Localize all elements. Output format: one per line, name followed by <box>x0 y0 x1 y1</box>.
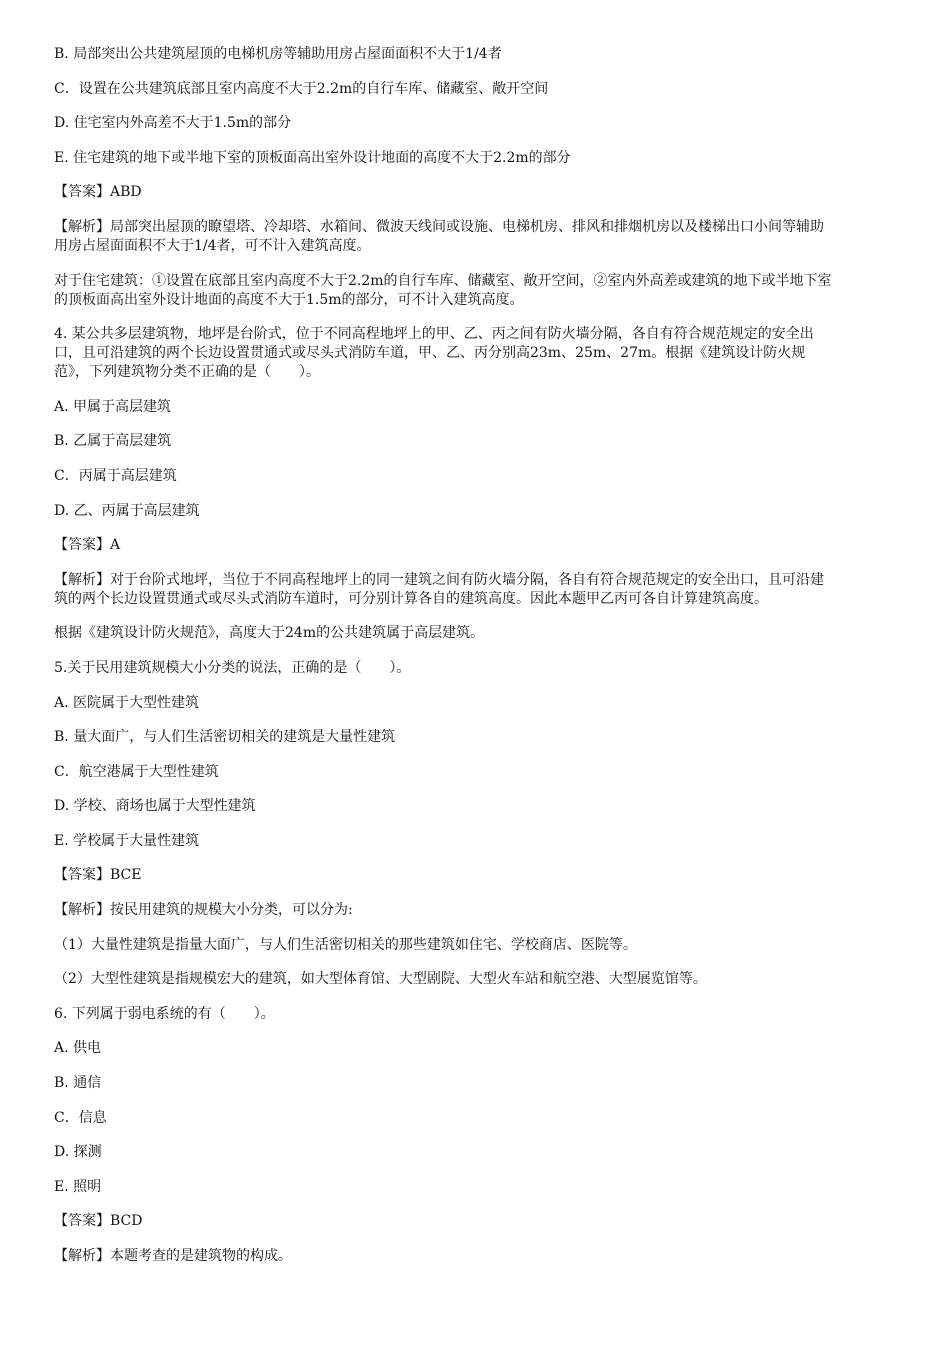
option-d-q4: D. 乙、丙属于高层建筑 <box>54 502 200 519</box>
explanation-q6: 【解析】本题考查的是建筑物的构成。 <box>54 1248 292 1264</box>
explanation-q3-para1-line2: 用房占屋面面积不大于1/4者，可不计入建筑高度。 <box>54 237 371 254</box>
explanation-q4-note: 根据《建筑设计防火规范》，高度大于24m的公共建筑属于高层建筑。 <box>54 625 485 642</box>
question-6: 6. 下列属于弱电系统的有（ ）。 <box>54 1005 275 1022</box>
explanation-q5: 【解析】按民用建筑的规模大小分类，可以分为: <box>54 902 353 919</box>
option-e-q5: E. 学校属于大量性建筑 <box>54 832 200 849</box>
option-d-q5: D. 学校、商场也属于大型性建筑 <box>54 798 256 815</box>
option-a-q4: A. 甲属于高层建筑 <box>54 398 172 415</box>
question-4-line3: 范》，下列建筑物分类不正确的是（ ）。 <box>54 364 320 381</box>
option-a-q6: A. 供电 <box>54 1040 102 1057</box>
explanation-q3-para1-line1: 【解析】局部突出屋顶的瞭望塔、冷却塔、水箱间、微波天线间或设施、电梯机房、排风和排烟机房以及楼梯出口小间等辅助 <box>54 218 824 235</box>
option-a-q5: A. 医院属于大型性建筑 <box>54 694 200 711</box>
answer-q4: 【答案】A <box>54 537 121 554</box>
option-c-q4: C．丙属于高层建筑 <box>54 467 177 484</box>
explanation-q3-para1 <box>54 218 904 256</box>
option-e-q6: E. 照明 <box>54 1178 102 1195</box>
explanation-q5-item1: （1）大量性建筑是指量大面广，与人们生活密切相关的那些建筑如住宅、学校商店、医院等。 <box>54 936 637 953</box>
document-page <box>54 45 904 1282</box>
option-c-q6: C．信息 <box>54 1109 107 1126</box>
option-c-q5: C．航空港属于大型性建筑 <box>54 763 219 780</box>
answer-q3: 【答案】ABD <box>54 184 142 201</box>
option-d-q6: D. 探测 <box>54 1144 102 1161</box>
answer-q5: 【答案】BCE <box>54 867 142 884</box>
explanation-q4-line1: 【解析】对于台阶式地坪，当位于不同高程地坪上的同一建筑之间有防火墙分隔，各自有符合规范规定的安全出口，且可沿建 <box>54 571 824 588</box>
explanation-q4 <box>54 571 904 609</box>
option-b-q3: B. 局部突出公共建筑屋顶的电梯机房等辅助用房占屋面面积不大于1/4者 <box>54 46 502 62</box>
option-c-q3: C．设置在公共建筑底部且室内高度不大于2.2m的自行车库、储藏室、敞开空间 <box>54 80 549 97</box>
question-4 <box>54 325 904 382</box>
explanation-q5-item2: （2）大型性建筑是指规模宏大的建筑，如大型体育馆、大型剧院、大型火车站和航空港、大型展览馆等。 <box>54 971 707 988</box>
option-b-q4: B. 乙属于高层建筑 <box>54 433 172 450</box>
answer-q6: 【答案】BCD <box>54 1213 143 1230</box>
option-d-q3: D. 住宅室内外高差不大于1.5m的部分 <box>54 115 292 132</box>
explanation-q3-para2 <box>54 272 904 310</box>
question-5: 5.关于民用建筑规模大小分类的说法，正确的是（ ）。 <box>54 659 411 676</box>
question-4-line1: 4. 某公共多层建筑物，地坪是台阶式，位于不同高程地坪上的甲、乙、丙之间有防火墙分隔，各自有符合规范规定的安全出 <box>54 326 814 343</box>
question-4-line2: 口，且可沿建筑的两个长边设置贯通式或尽头式消防车道，甲、乙、丙分别高23m、25m、27m。根据《建筑设计防火规 <box>54 345 806 362</box>
option-b-q5: B. 量大面广，与人们生活密切相关的建筑是大量性建筑 <box>54 729 396 746</box>
option-e-q3: E. 住宅建筑的地下或半地下室的顶板面高出室外设计地面的高度不大于2.2m的部分 <box>54 149 571 166</box>
explanation-q3-para2-line2: 的顶板面高出室外设计地面的高度不大于1.5m的部分，可不计入建筑高度。 <box>54 291 524 308</box>
option-b-q6: B. 通信 <box>54 1075 102 1092</box>
explanation-q3-para2-line1: 对于住宅建筑：①设置在底部且室内高度不大于2.2m的自行车库、储藏室、敞开空间，②室内外高差或建筑的地下或半地下室 <box>54 272 832 289</box>
explanation-q4-line2: 筑的两个长边设置贯通式或尽头式消防车道时，可分别计算各自的建筑高度。因此本题甲乙丙可各自计算建筑高度。 <box>54 590 768 607</box>
